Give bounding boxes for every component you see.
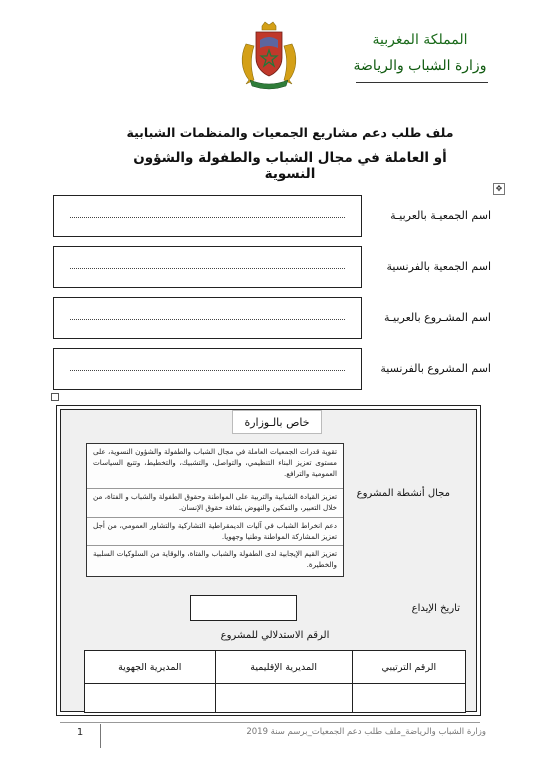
regional-directorate-cell[interactable] xyxy=(85,684,216,713)
association-name-french-label: اسم الجمعية بالفرنسية xyxy=(386,260,491,273)
serial-number-header: الرقم الترتيبي xyxy=(352,651,465,684)
project-name-arabic-field[interactable] xyxy=(53,297,362,339)
association-name-arabic-label: اسم الجمعيـة بالعربيـة xyxy=(390,209,491,222)
table-resize-handle[interactable] xyxy=(51,393,59,401)
project-activities-label: مجال أنشطة المشروع xyxy=(356,488,450,499)
ministry-only-tag: خاص بالـوزارة xyxy=(232,410,322,434)
ministry-underline xyxy=(356,82,488,83)
footer-separator xyxy=(100,724,101,748)
association-name-arabic-field[interactable] xyxy=(53,195,362,237)
submission-date-field[interactable] xyxy=(190,595,297,621)
project-name-french-label: اسم المشروع بالفرنسية xyxy=(380,362,491,375)
document-title-line2: أو العاملة في مجال الشباب والطفولة والشؤون النسوية xyxy=(133,150,447,182)
provincial-directorate-cell[interactable] xyxy=(215,684,352,713)
dotted-line xyxy=(70,268,345,269)
project-name-french-field[interactable] xyxy=(53,348,362,390)
activity-option[interactable]: تعزيز القيادة الشبابية والتربية على المواطنة وحقوق الطفولة والشباب و الفتاة، من خلال التعبير، والتمكين والنهوض بثقافة حقوق الإنسان. xyxy=(87,489,343,518)
dotted-line xyxy=(70,319,345,320)
activity-option[interactable]: دعم انخراط الشباب في آليات الديمقراطية التشاركية والتشاور العمومي، من أجل تعزيز المشاركة المواطنة وطنيا وجهويا. xyxy=(87,518,343,546)
project-activities-list xyxy=(86,443,344,577)
activity-option[interactable]: تقوية قدرات الجمعيات العاملة في مجال الشباب والطفولة والشؤون النسوية، على مستوى تعزيز البناء التنظيمي، والتواصل، والتشبيك، والتخطيط، وتتبع السياسات العمومية والترافع. xyxy=(87,444,343,489)
regional-directorate-header: المديرية الجهوية xyxy=(85,651,216,684)
footer-divider xyxy=(60,722,480,723)
royal-emblem-icon xyxy=(232,20,306,90)
reference-number-title: الرقم الاستدلالي للمشروع xyxy=(220,630,330,641)
submission-date-label: تاريخ الإيداع xyxy=(411,603,460,614)
table-move-handle-icon[interactable]: ✥ xyxy=(493,183,505,195)
dotted-line xyxy=(70,370,345,371)
project-name-arabic-label: اسم المشـروع بالعربيـة xyxy=(384,311,491,324)
footer-text: وزارة الشباب والرياضة_ملف طلب دعم الجمعيات_برسم سنة 2019 xyxy=(246,727,486,737)
association-name-french-field[interactable] xyxy=(53,246,362,288)
serial-number-cell[interactable] xyxy=(352,684,465,713)
document-title-line1: ملف طلب دعم مشاريع الجمعيات والمنظمات الشبابية xyxy=(126,125,454,140)
reference-number-table xyxy=(84,650,466,713)
provincial-directorate-header: المديرية الإقليمية xyxy=(215,651,352,684)
dotted-line xyxy=(70,217,345,218)
activity-option[interactable]: تعزيز القيم الإيجابية لدى الطفولة والشباب والفتاة، والوقاية من السلوكيات السلبية والخطيرة. xyxy=(93,549,337,569)
page-number: 1 xyxy=(76,727,84,738)
kingdom-name: المملكة المغربية xyxy=(372,32,468,48)
ministry-name: وزارة الشباب والرياضة xyxy=(353,58,487,74)
